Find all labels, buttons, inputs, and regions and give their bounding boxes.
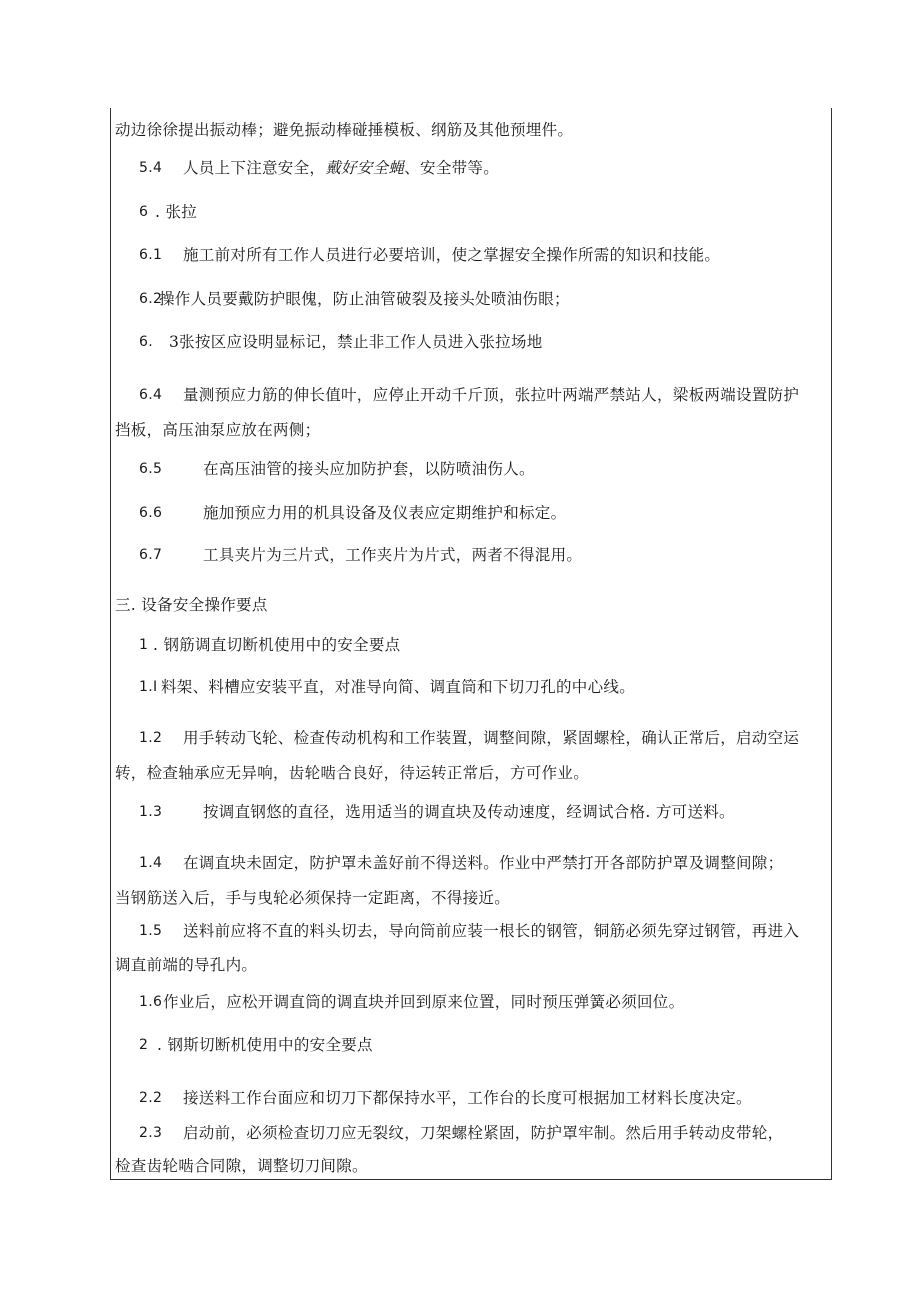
item-number: 6.2 — [139, 291, 163, 307]
line-text: 施工前对所有工作人员进行必要培训，使之掌握安全操作所需的知识和技能。 — [183, 246, 721, 264]
line-text-emphasis: 戴好安全蝇 — [325, 159, 405, 177]
line-text: 、安全带等。 — [404, 159, 500, 177]
item-number: 1.4 — [139, 855, 163, 871]
line-text: 转，检查轴承应无异响，齿轮啮合良好，待运转正常后，方可作业。 — [115, 764, 590, 782]
line-text: 料架、料槽应安装平直，对准导向简、调直筒和下切刀孔的中心线。 — [161, 678, 636, 696]
item-number: 6. — [139, 334, 153, 350]
item-number: 6.4 — [139, 387, 163, 403]
item-number: 1.I — [139, 679, 158, 695]
section-title: . 张拉 — [155, 203, 198, 221]
item-number: 6.7 — [139, 547, 163, 563]
document-frame — [110, 108, 832, 1180]
line-text: 送料前应将不直的料头切去，导向筒前应装一根长的钢管，铜筋必须先穿过钢管，再进入 — [183, 922, 800, 940]
item-number: 6.1 — [139, 247, 163, 263]
item-number: 1.5 — [139, 923, 163, 939]
line-text: 人员上下注意安全， — [183, 159, 326, 177]
section-title: . 钢斯切断机使用中的安全要点 — [157, 1036, 373, 1054]
item-number: 1.3 — [139, 804, 163, 820]
line-text: 施加预应力用的机具设备及仪表应定期维护和标定。 — [203, 504, 567, 522]
line-text: 调直前端的导孔内。 — [115, 956, 258, 974]
section-title: . 钢筋调直切断机使用中的安全要点 — [153, 636, 401, 654]
line-text: 挡板，高压油泵应放在两侧； — [115, 421, 321, 439]
item-number: 5.4 — [139, 160, 163, 176]
line-text: 工具夹片为三片式，工作夹片为片式，两者不得混用。 — [203, 546, 583, 564]
item-number: 6.6 — [139, 505, 163, 521]
line-text: 操作人员要戴防护眼傀，防止油管破裂及接头处喷油伤眼； — [159, 290, 570, 308]
item-number: 1.2 — [139, 730, 163, 746]
item-number: 6.5 — [139, 461, 163, 477]
line-text: 检查齿轮啮合同隙，调整切刀间隙。 — [115, 1157, 368, 1175]
line-text: 当钢筋送入后，手与曳轮必须保持一定距离，不得接近。 — [115, 889, 511, 907]
section-title: 三. 设备安全操作要点 — [115, 596, 268, 614]
item-number: 1.6 — [139, 994, 163, 1010]
line-text: 3张按区应设明显标记，禁止非工作人员进入张拉场地 — [169, 333, 543, 351]
line-text: 用手转动飞轮、检查传动机构和工作装置，调整间隙，紧固螺栓，确认正常后，启动空运 — [183, 729, 800, 747]
line-text: 接送料工作台面应和切刀下都保持水平，工作台的长度可根据加工材料长度决定。 — [183, 1089, 752, 1107]
line-text: 在高压油管的接头应加防护套，以防喷油伤人。 — [203, 460, 535, 478]
item-number: 2 — [139, 1037, 149, 1053]
item-number: 2.2 — [139, 1090, 163, 1106]
line-text: 启动前，必须检查切刀应无裂纹，刀架螺栓紧固，防护罩牢制。然后用手转动皮带轮， — [183, 1124, 784, 1142]
item-number: 2.3 — [139, 1125, 163, 1141]
item-number: 1 — [139, 637, 149, 653]
line-text: 量测预应力筋的伸长值叶，应停止开动千斤顶，张拉叶两端严禁站人，梁板两端设置防护 — [183, 386, 800, 404]
item-number: 6 — [139, 204, 149, 220]
line-text: 作业后，应松开调直筒的调直块并回到原来位置，同时预压弹簧必须回位。 — [163, 993, 685, 1011]
line-text: 动边徐徐提出振动棒；避免振动棒碰捶模板、纲筋及其他预埋件。 — [115, 121, 574, 139]
line-text: 按调直钢悠的直径，选用适当的调直块及传动速度，经调试合格. 方可送料。 — [203, 803, 735, 821]
line-text: 在调直块未固定，防护罩未盖好前不得送料。作业中严禁打开各部防护罩及调整间隙； — [183, 854, 784, 872]
